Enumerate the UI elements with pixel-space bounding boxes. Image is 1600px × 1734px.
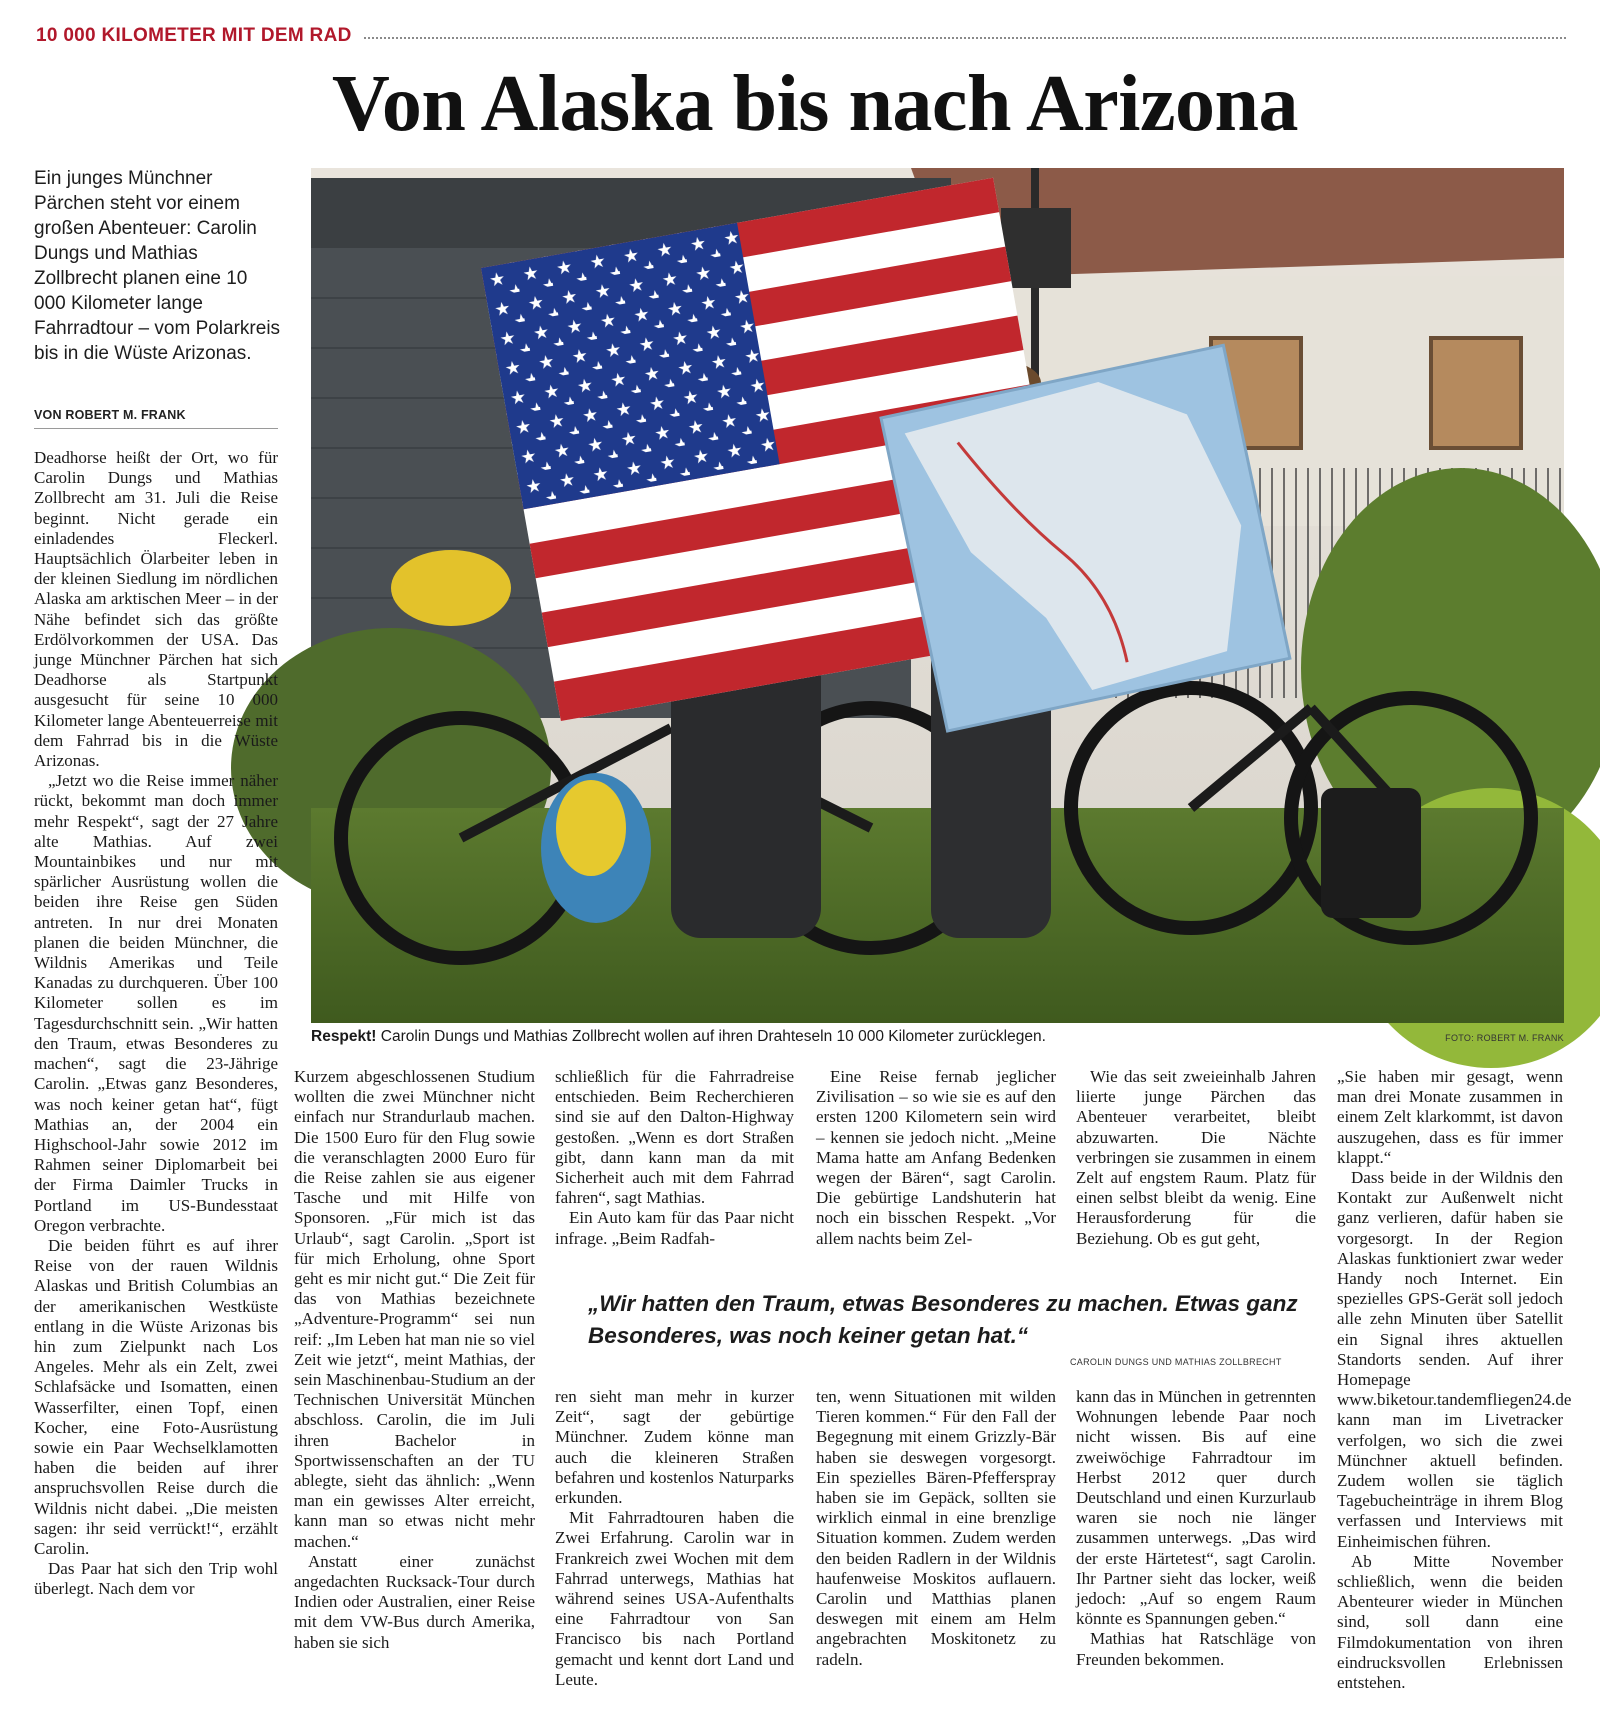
caption-text-wrap xyxy=(311,1028,1046,1046)
paragraph: Eine Reise fernab jeglicher Zivilisation – so wie sie es auf den ersten 1200 Kilometern sein wird – kennen sie jedoch nicht. „Meine Mama hatte am Anfang Bedenken wegen der Bären“, sagt Carolin. Die gebürtige Landshuterin hat noch ein bisschen Respekt. „Vor allem nachts beim Zel- xyxy=(816,1067,1056,1248)
paragraph: Dass beide in der Wildnis den Kontakt zur Außenwelt nicht ganz verlieren, dafür haben sie vorgesorgt. In der Region Alaskas funktioniert zwar weder Handy noch Internet. Ein spezielles GPS-Gerät soll jedoch alle zehn Minuten über Satellit ein Signal ihres aktuellen Standorts senden. Auf ihrer Homepage www.biketour.tandemfliegen24.de kann man im Livetracker verfolgen, wo sich die zwei Münchner aktuell befinden. Zudem wollen sie täglich Tagebucheinträge in ihrem Blog verfassen und Interviews mit Einheimischen führen. xyxy=(1337,1168,1572,1551)
article-column-6 xyxy=(1337,1067,1572,1732)
byline: VON ROBERT M. FRANK xyxy=(34,408,278,429)
teaser-text: Ein junges Münchner Pärchen steht vor einem großen Abenteuer: Carolin Dungs und Mathias Zollbrecht planen eine 10 000 Kilometer lange Fahrradtour – vom Polarkreis bis in die Wüste Arizonas. xyxy=(34,168,281,364)
article-column-3-top xyxy=(555,1067,794,1248)
teaser xyxy=(34,166,284,366)
photo-credit: FOTO: ROBERT M. FRANK xyxy=(1445,1033,1564,1043)
headline: Von Alaska bis nach Arizona xyxy=(331,60,1299,148)
paragraph: schließlich für die Fahrradreise entschieden. Beim Recherchieren sind sie auf den Dalton-Highway gestoßen. „Wenn es dort Straßen gibt, dann kann man da mit Sicherheit auch mit dem Fahrrad fahren“, sagt Mathias. xyxy=(555,1067,794,1208)
kicker-dotted-rule xyxy=(364,37,1566,39)
kicker xyxy=(36,24,1566,48)
article-column-5-top xyxy=(1076,1067,1316,1248)
paragraph: Wie das seit zweieinhalb Jahren liierte junge Pärchen das Abenteuer verarbeitet, bleibt abzuwarten. Die Nächte verbringen sie zusammen in einem Zelt auf engstem Raum. Platz für einen selbst bleibt da wenig. Eine Herausforderung für die Beziehung. Ob es gut geht, xyxy=(1076,1067,1316,1248)
article-photo xyxy=(311,168,1564,1023)
caption-text: Carolin Dungs und Mathias Zollbrecht wollen auf ihren Drahteseln 10 000 Kilometer zurücklegen. xyxy=(376,1028,1046,1045)
paragraph: Deadhorse heißt der Ort, wo für Carolin Dungs und Mathias Zollbrecht am 31. Juli die Reise beginnt. Nicht gerade ein einladendes Fleckerl. Hauptsächlich Ölarbeiter leben in der kleinen Siedlung im nördlichen Alaska am arktischen Meer – in der Nähe befindet sich das größte Erdölvorkommen der USA. Das junge Münchner Pärchen hat sich Deadhorse als Startpunkt ausgesucht für seine 10 000 Kilometer lange Abenteuerreise mit dem Fahrrad bis in die Wüste Arizonas. xyxy=(34,448,278,771)
article-column-4-bottom xyxy=(816,1387,1056,1732)
paragraph: Das Paar hat sich den Trip wohl überlegt. Nach dem vor xyxy=(34,1559,278,1599)
photo-caption xyxy=(311,1028,1564,1046)
article-column-1 xyxy=(34,448,278,1732)
paragraph: Kurzem abgeschlossenen Studium wollten die zwei Münchner nicht einfach nur Strandurlaub machen. Die 1500 Euro für den Flug sowie die veranschlagten 2000 Euro für die Reise zahlen sie aus eigener Tasche und mit Hilfe von Sponsoren. „Für mich ist das Urlaub“, sagt Carolin. „Sport ist für mich Erholung, ohne Sport geht es mir nicht gut.“ Die Zeit für das von Mathias bezeichnete „Adventure-Programm“ sei nun reif: „Im Leben hat man nie so viel Zeit wie jetzt“, meint Mathias, der sein Maschinenbau-Studium an der Technischen Universität München abschloss. Carolin, die im Juli ihren Bachelor in Sportwissenschaften an der TU ablegte, sieht das ähnlich: „Wenn man ein gewisses Alter erreicht, kann man so etwas nicht mehr machen.“ xyxy=(294,1067,535,1551)
photo-illustration xyxy=(311,168,1564,1023)
paragraph: Ein Auto kam für das Paar nicht infrage. „Beim Radfah- xyxy=(555,1208,794,1248)
paragraph: kann das in München in getrennten Wohnungen lebende Paar noch nicht wissen. Bis auf eine zweiwöchige Fahrradtour im Herbst 2012 quer durch Deutschland und einen Kurzurlaub waren sie noch nie länger zusammen unterwegs. „Das wird der erste Härtetest“, sagt Carolin. Ihr Partner sieht das locker, weiß jedoch: „Auf so engem Raum könnte es Spannungen geben.“ xyxy=(1076,1387,1316,1629)
paragraph: Ab Mitte November schließlich, wenn die beiden Abenteurer wieder in München sind, soll dann eine Filmdokumentation von ihren eindrucksvollen Erlebnissen entstehen. xyxy=(1337,1551,1563,1693)
paragraph: Die beiden führt es auf ihrer Reise von der rauen Wildnis Alaskas und British Columbias an der amerikanischen Westküste entlang in die Wüste Arizonas bis hin zum Zielpunkt nach Los Angeles. Mehr als ein Zelt, zwei Schlafsäcke und Isomatten, einen Wasserfilter, einen Topf, einen Kocher, eine Foto-Ausrüstung sowie ein Paar Wechselklamotten haben die beiden auf ihrer anspruchsvollen Reise durch die Wildnis nicht dabei. „Die meisten sagen: ihr seid verrückt!“, erzählt Carolin. xyxy=(34,1235,278,1558)
pull-quote: „Wir hatten den Traum, etwas Besonderes zu machen. Etwas ganz Besonderes, was noch keiner getan hat.“ xyxy=(588,1291,1298,1348)
paragraph: ren sieht man mehr in kurzer Zeit“, sagt der gebürtige Münchner. Zudem könne man auch die kleineren Straßen befahren und kostenlos Naturparks erkunden. xyxy=(555,1387,794,1508)
article-column-4-top xyxy=(816,1067,1056,1248)
article-column-5-bottom xyxy=(1076,1387,1316,1732)
caption-lead: Respekt! xyxy=(311,1028,377,1045)
paragraph: „Sie haben mir gesagt, wenn man drei Monate zusammen in einem Zelt klarkommt, ist davon auszugehen, dass es für immer klappt.“ xyxy=(1337,1067,1563,1167)
kicker-text: 10 000 KILOMETER MIT DEM RAD xyxy=(36,25,352,46)
pull-quote-attribution: CAROLIN DUNGS UND MATHIAS ZOLLBRECHT xyxy=(1070,1357,1282,1367)
paragraph: „Jetzt wo die Reise immer näher rückt, bekommt man doch immer mehr Respekt“, sagt der 27 Jahre alte Mathias. Auf zwei Mountainbikes und nur mit spärlicher Ausrüstung wollen die beiden ihre Reise gen Süden antreten. In nur drei Monaten planen die beiden Münchner, die Wildnis Amerikas und Teile Kanadas zu durchqueren. Über 100 Kilometer sollen es im Tagesdurchschnitt sein. „Wir hatten den Traum, etwas Besonderes zu machen“, sagt die 23-Jährige Carolin. „Etwas ganz Besonderes, was noch keiner getan hat“, fügt Mathias an, der 2004 ein Highschool-Jahr sowie 2012 im Rahmen seiner Diplomarbeit bei der Firma Daimler Trucks in Portland im US-Bundesstaat Oregon verbrachte. xyxy=(34,771,278,1235)
article-column-3-bottom xyxy=(555,1387,794,1732)
paragraph: Mit Fahrradtouren haben die Zwei Erfahrung. Carolin war in Frankreich zwei Wochen mit dem Fahrrad unterwegs, Mathias hat während seines USA-Aufenthalts eine Fahrradtour von San Francisco bis nach Portland gemacht und kennt dort Land und Leute. xyxy=(555,1508,794,1689)
paragraph: Anstatt einer zunächst angedachten Rucksack-Tour durch Indien oder Australien, einer Reise mit dem VW-Bus durch Amerika, haben sie sich xyxy=(294,1551,535,1652)
article-column-2 xyxy=(294,1067,535,1732)
paragraph: ten, wenn Situationen mit wilden Tieren kommen.“ Für den Fall der Begegnung mit einem Grizzly-Bär haben sie deswegen vorgesorgt. Ein spezielles Bären-Pfefferspray haben sie im Gepäck, sollten sie wirklich einmal in eine brenzlige Situation kommen. Zudem werden den beiden Radlern in der Wildnis haufenweise Moskitos auflauern. Carolin und Matthias planen deswegen mit einem am Helm angebrachten Moskitonetz zu radeln. xyxy=(816,1387,1056,1669)
paragraph: Mathias hat Ratschläge von Freunden bekommen. xyxy=(1076,1629,1316,1669)
